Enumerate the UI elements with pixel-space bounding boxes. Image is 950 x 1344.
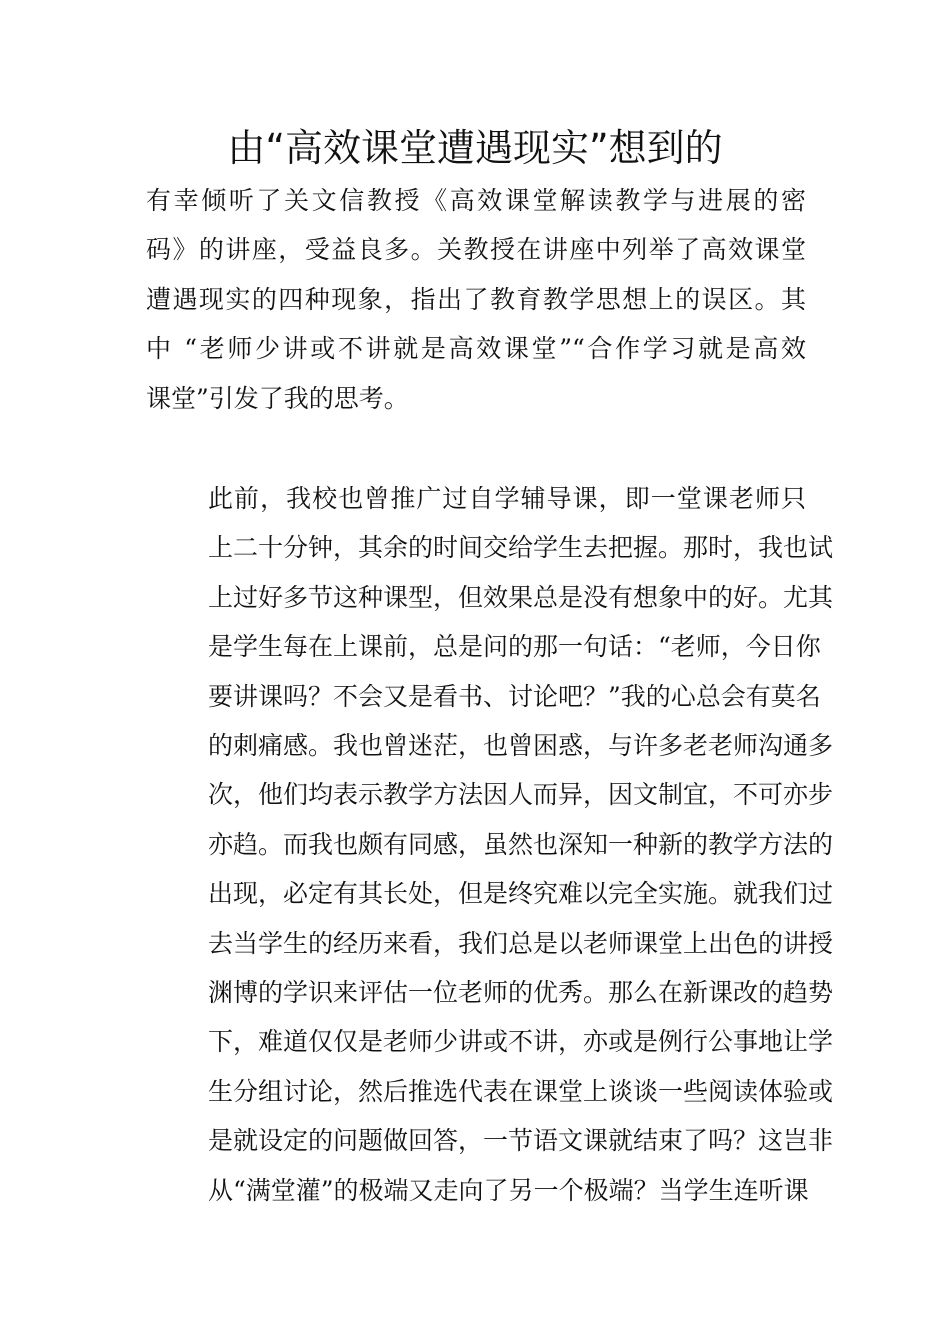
text-line: 次，他们均表示教学方法因人而异，因文制宜，不可亦步	[208, 780, 834, 810]
text-line: 是就设定的问题做回答，一节语文课就结束了吗？这岂非	[208, 1126, 834, 1156]
paragraph-reflection	[146, 474, 834, 1215]
text-line: 中 “老师少讲或不讲就是高效课堂”“合作学习就是高效	[146, 334, 806, 364]
text-line: 渊博的学识来评估一位老师的优秀。那么在新课改的趋势	[208, 978, 834, 1008]
text-line: 上二十分钟，其余的时间交给学生去把握。那时，我也试	[208, 533, 834, 563]
text-line: 要讲课吗？不会又是看书、讨论吧？”我的心总会有莫名	[208, 681, 821, 711]
text-line: 码》的讲座，受益良多。关教授在讲座中列举了高效课堂	[146, 235, 806, 265]
text-line: 亦趋。而我也颇有同感，虽然也深知一种新的教学方法的	[208, 829, 834, 859]
text-line: 去当学生的经历来看，我们总是以老师课堂上出色的讲授	[208, 928, 834, 958]
text-line: 上过好多节这种课型，但效果总是没有想象中的好。尤其	[208, 582, 834, 612]
document-title: 由“高效课堂遭遇现实”想到的	[227, 126, 723, 170]
text-line: 此前，我校也曾推广过自学辅导课，即一堂课老师只	[208, 484, 806, 513]
text-line: 下，难道仅仅是老师少讲或不讲，亦或是例行公事地让学	[208, 1027, 834, 1057]
text-line: 有幸倾听了关文信教授《高效课堂解读教学与进展的密	[146, 186, 806, 215]
text-line: 课堂”引发了我的思考。	[146, 383, 409, 413]
paragraph-intro	[146, 176, 806, 423]
text-line: 从“满堂灌”的极端又走向了另一个极端？当学生连听课	[208, 1175, 809, 1205]
text-line: 是学生每在上课前，总是问的那一句话：“老师，今日你	[208, 632, 821, 662]
text-line: 生分组讨论，然后推选代表在课堂上谈谈一些阅读体验或	[208, 1076, 834, 1106]
text-line: 遭遇现实的四种现象，指出了教育教学思想上的误区。其	[146, 284, 806, 314]
text-line: 的刺痛感。我也曾迷茫，也曾困惑，与许多老老师沟通多	[208, 731, 834, 761]
text-line: 出现，必定有其长处，但是终究难以完全实施。就我们过	[208, 879, 834, 909]
